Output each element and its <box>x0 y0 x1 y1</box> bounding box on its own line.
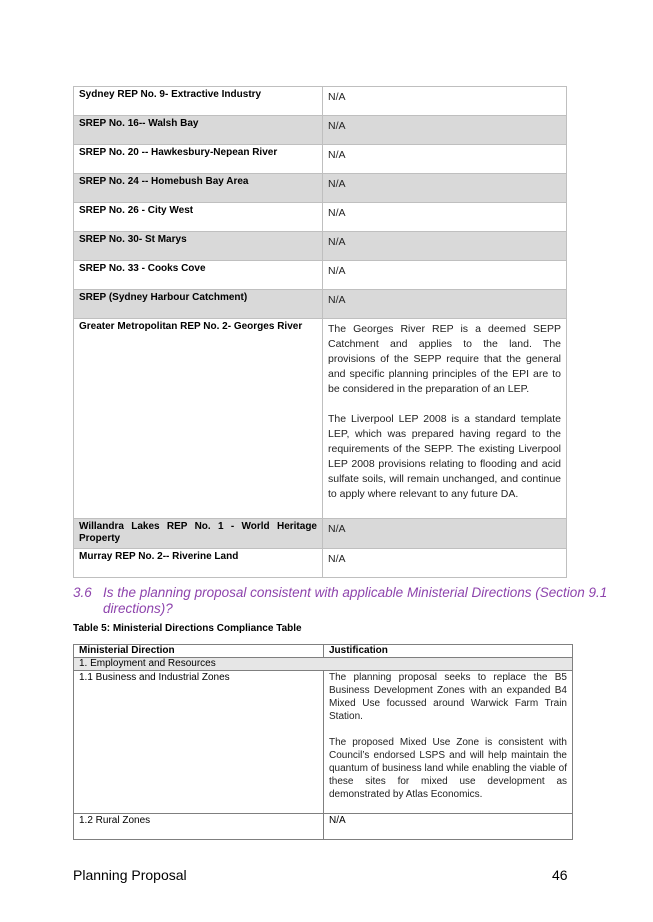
rep-name: SREP No. 33 - Cooks Cove <box>74 261 323 290</box>
direction-value: N/A <box>324 814 573 840</box>
rep-value: N/A <box>323 203 567 232</box>
rep-name: Greater Metropolitan REP No. 2- Georges River <box>74 319 323 519</box>
rep-value: N/A <box>323 519 567 549</box>
rep-name: SREP (Sydney Harbour Catchment) <box>74 290 323 319</box>
section-row: 1. Employment and Resources <box>74 658 573 671</box>
direction-name: 1.1 Business and Industrial Zones <box>74 671 324 814</box>
rep-name: Willandra Lakes REP No. 1 - World Heritage Property <box>74 519 323 549</box>
footer-title: Planning Proposal <box>73 867 187 883</box>
rep-justification <box>323 319 567 519</box>
rep-table <box>73 86 567 578</box>
section-title: Is the planning proposal consistent with applicable Ministerial Directions (Section 9.1 directions)? <box>103 585 608 616</box>
justification-paragraph: The planning proposal seeks to replace the B5 Business Development Zones with an expanded B4 Mixed Use focussed around Warwick Farm Train Station. <box>329 672 567 722</box>
section-number: 3.6 <box>73 585 92 600</box>
ministerial-directions-table <box>73 644 573 840</box>
rep-value: N/A <box>323 145 567 174</box>
justification-paragraph: The Georges River REP is a deemed SEPP Catchment and applies to the land. The provisions of the SEPP require that the general and specific planning principles of the EPI are to be considered in the preparation of an LEP. <box>328 323 561 395</box>
direction-name: 1.2 Rural Zones <box>74 814 324 840</box>
rep-value: N/A <box>323 116 567 145</box>
rep-name: SREP No. 16-- Walsh Bay <box>74 116 323 145</box>
table-caption: Table 5: Ministerial Directions Compliance Table <box>73 623 302 634</box>
justification-paragraph: The Liverpool LEP 2008 is a standard template LEP, which was prepared having regard to the requirements of the SEPP. The existing Liverpool LEP 2008 provisions relating to flooding and acid sulfate soils, will remain unchanged, and continue to apply where relevant to any future DA. <box>328 413 561 500</box>
rep-name: SREP No. 20 -- Hawkesbury-Nepean River <box>74 145 323 174</box>
column-header: Ministerial Direction <box>74 645 324 658</box>
rep-name: SREP No. 24 -- Homebush Bay Area <box>74 174 323 203</box>
rep-value: N/A <box>323 87 567 116</box>
rep-value: N/A <box>323 290 567 319</box>
rep-value: N/A <box>323 549 567 578</box>
column-header: Justification <box>324 645 573 658</box>
section-heading <box>73 585 613 617</box>
rep-value: N/A <box>323 232 567 261</box>
rep-name: Sydney REP No. 9- Extractive Industry <box>74 87 323 116</box>
rep-value: N/A <box>323 261 567 290</box>
rep-name: Murray REP No. 2-- Riverine Land <box>74 549 323 578</box>
rep-name: SREP No. 26 - City West <box>74 203 323 232</box>
rep-name: SREP No. 30- St Marys <box>74 232 323 261</box>
direction-justification <box>324 671 573 814</box>
justification-paragraph: The proposed Mixed Use Zone is consistent with Council’s endorsed LSPS and will help maintain the quantum of business land while enabling the viable of these sites for mixed use development as demonstrated by Atlas Economics. <box>329 737 567 800</box>
rep-value: N/A <box>323 174 567 203</box>
page-number: 46 <box>552 867 568 883</box>
